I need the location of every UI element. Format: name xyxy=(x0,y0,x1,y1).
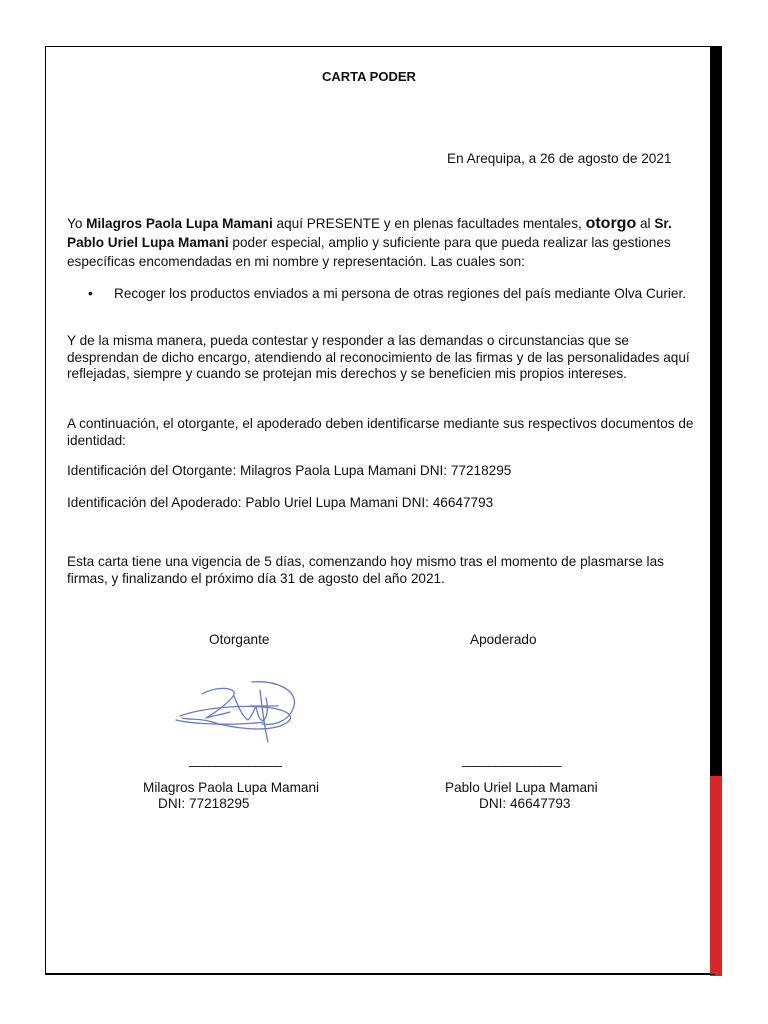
list-item xyxy=(88,286,688,303)
attorney-signature-line: _______________ xyxy=(462,752,561,767)
task-list xyxy=(88,286,688,303)
id-grantor: Identificación del Otorgante: Milagros Paola Lupa Mamani DNI: 77218295 xyxy=(67,463,512,478)
intro-paragraph xyxy=(67,214,697,271)
attorney-signature-name: Pablo Uriel Lupa Mamani xyxy=(445,780,598,795)
grantor-signature-name: Milagros Paola Lupa Mamani xyxy=(143,780,320,795)
grantor-signature-line: ______________ xyxy=(189,752,281,767)
intro-mid1: aquí PRESENTE y en plenas facultades mentales, xyxy=(272,216,586,231)
bullet-icon: • xyxy=(88,286,93,301)
document-title: CARTA PODER xyxy=(322,69,416,84)
side-bar-red xyxy=(710,776,722,976)
list-item-text: Recoger los productos enviados a mi persona de otras regiones del país mediante Olva Curier. xyxy=(114,286,687,301)
paragraph-2: Y de la misma manera, pueda contestar y responder a las demandas o circunstancias que se desprendan de dicho encargo, atendiendo al reconocimiento de las firmas y de las personalidades aquí reflejadas, siempre y cuando se protejan mis derechos y se beneficien mis propios intereses. xyxy=(67,333,690,381)
attorney-role: Apoderado xyxy=(470,632,537,647)
grantor-name: Milagros Paola Lupa Mamani xyxy=(86,216,273,231)
validity-paragraph: Esta carta tiene una vigencia de 5 días, comenzando hoy mismo tras el momento de plasmarse las firmas, y finalizando el próximo día 31 de agosto del año 2021. xyxy=(67,554,664,586)
grantor-role: Otorgante xyxy=(209,632,270,647)
otorgo-word: otorgo xyxy=(585,215,637,232)
id-attorney: Identificación del Apoderado: Pablo Uriel Lupa Mamani DNI: 46647793 xyxy=(67,495,494,510)
intro-yo: Yo xyxy=(67,216,87,231)
paragraph-3: A continuación, el otorgante, el apoderado deben identificarse mediante sus respectivos documentos de identidad: xyxy=(67,416,694,448)
intro-rest: poder especial, amplio y suficiente para que pueda realizar las gestiones específicas encomendadas en mi nombre y representación. Las cuales son: xyxy=(67,235,671,269)
grantor-signature xyxy=(172,676,304,746)
place-date: En Arequipa, a 26 de agosto de 2021 xyxy=(447,151,672,166)
grantor-signature-dni: DNI: 77218295 xyxy=(158,796,250,811)
intro-mid2: al xyxy=(636,216,655,231)
attorney-signature-dni: DNI: 46647793 xyxy=(479,796,571,811)
side-bar-black xyxy=(710,46,722,776)
page-bottom-border xyxy=(45,974,715,975)
attorney-name: Sr. Pablo Uriel Lupa Mamani xyxy=(67,216,672,250)
